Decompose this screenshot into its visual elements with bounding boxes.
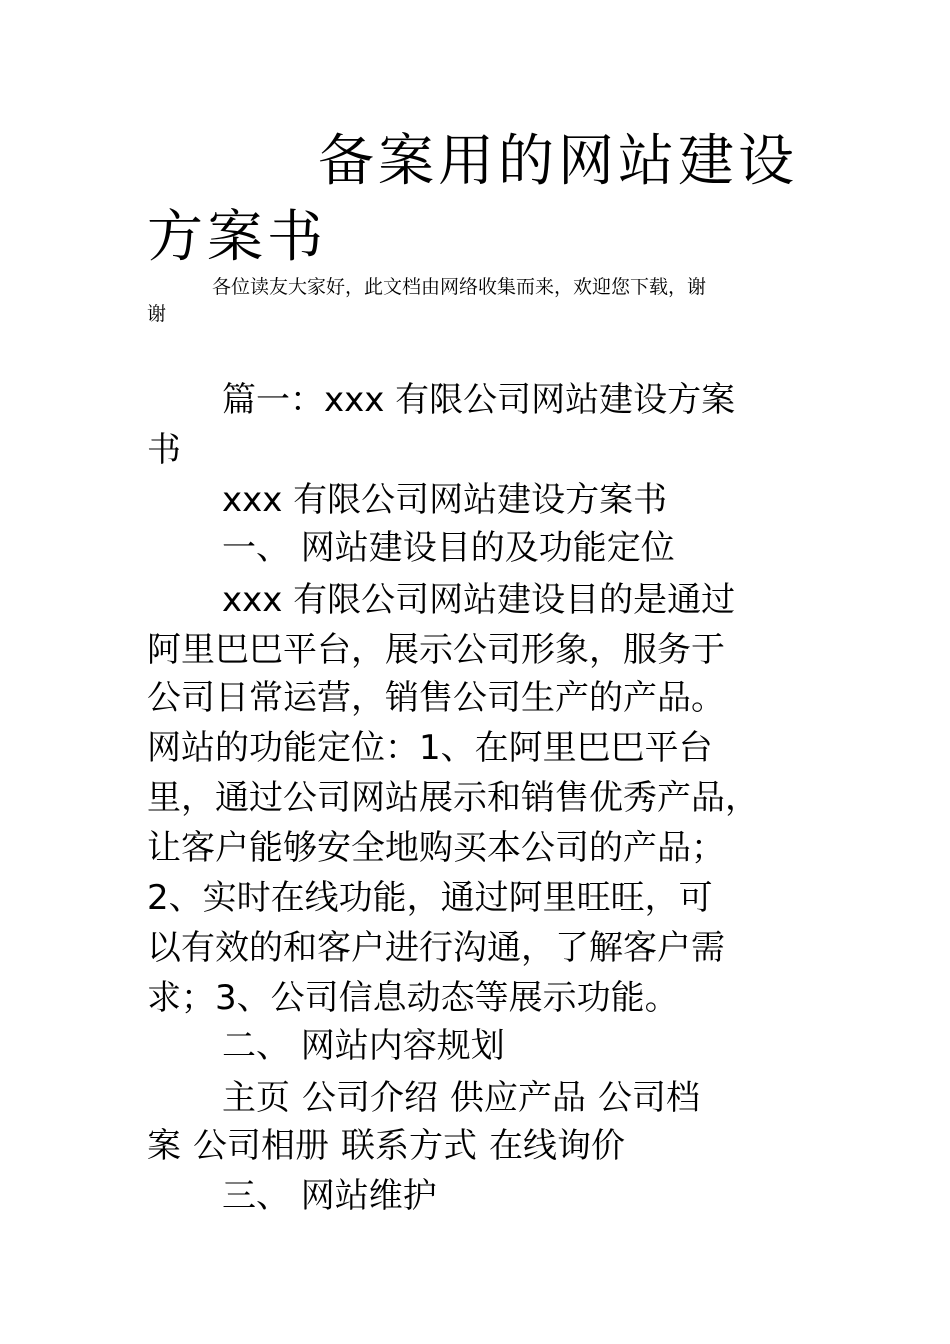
intro-text-line-1: 各位读友大家好，此文档由网络收集而来，欢迎您下载，谢 [212,276,707,298]
document-subtitle: xxx 有限公司网站建设方案书 [222,480,668,520]
section-2-heading: 二、 网站内容规划 [222,1026,505,1066]
section-1-paragraph-line: 2、实时在线功能，通过阿里旺旺，可 [147,878,713,918]
section-1-paragraph-line: xxx 有限公司网站建设目的是通过 [222,580,736,620]
content-item: 公司介绍 [302,1078,438,1118]
content-item: 在线询价 [489,1126,625,1166]
section-1-paragraph-line: 里，通过公司网站展示和销售优秀产品， [147,778,759,818]
document-title-line-2: 方案书 [147,205,327,270]
chapter-heading-line-1: 篇一：xxx 有限公司网站建设方案 [222,380,736,420]
content-item: 主页 [222,1078,290,1118]
section-1-paragraph-line: 网站的功能定位：1、在阿里巴巴平台 [147,728,713,768]
document-title-line-1: 备案用的网站建设 [318,129,798,194]
section-1-paragraph-line: 公司日常运营，销售公司生产的产品。 [147,678,725,718]
section-2-items-line-1 [222,1072,700,1124]
chapter-heading-line-2: 书 [147,430,181,470]
content-item: 案 [147,1126,181,1166]
section-1-paragraph-line: 让客户能够安全地购买本公司的产品； [147,828,725,868]
section-1-paragraph-line: 阿里巴巴平台，展示公司形象，服务于 [147,630,725,670]
content-item: 公司档 [598,1078,700,1118]
intro-text-line-2: 谢 [147,303,167,325]
section-1-heading: 一、 网站建设目的及功能定位 [222,528,675,568]
section-2-items-line-2 [147,1120,625,1172]
content-item: 供应产品 [450,1078,586,1118]
content-item: 公司相册 [193,1126,329,1166]
content-item: 联系方式 [341,1126,477,1166]
section-3-heading: 三、 网站维护 [222,1176,437,1216]
section-1-paragraph-line: 以有效的和客户进行沟通，了解客户需 [147,928,725,968]
section-1-paragraph-line: 求；3、公司信息动态等展示功能。 [147,978,679,1018]
